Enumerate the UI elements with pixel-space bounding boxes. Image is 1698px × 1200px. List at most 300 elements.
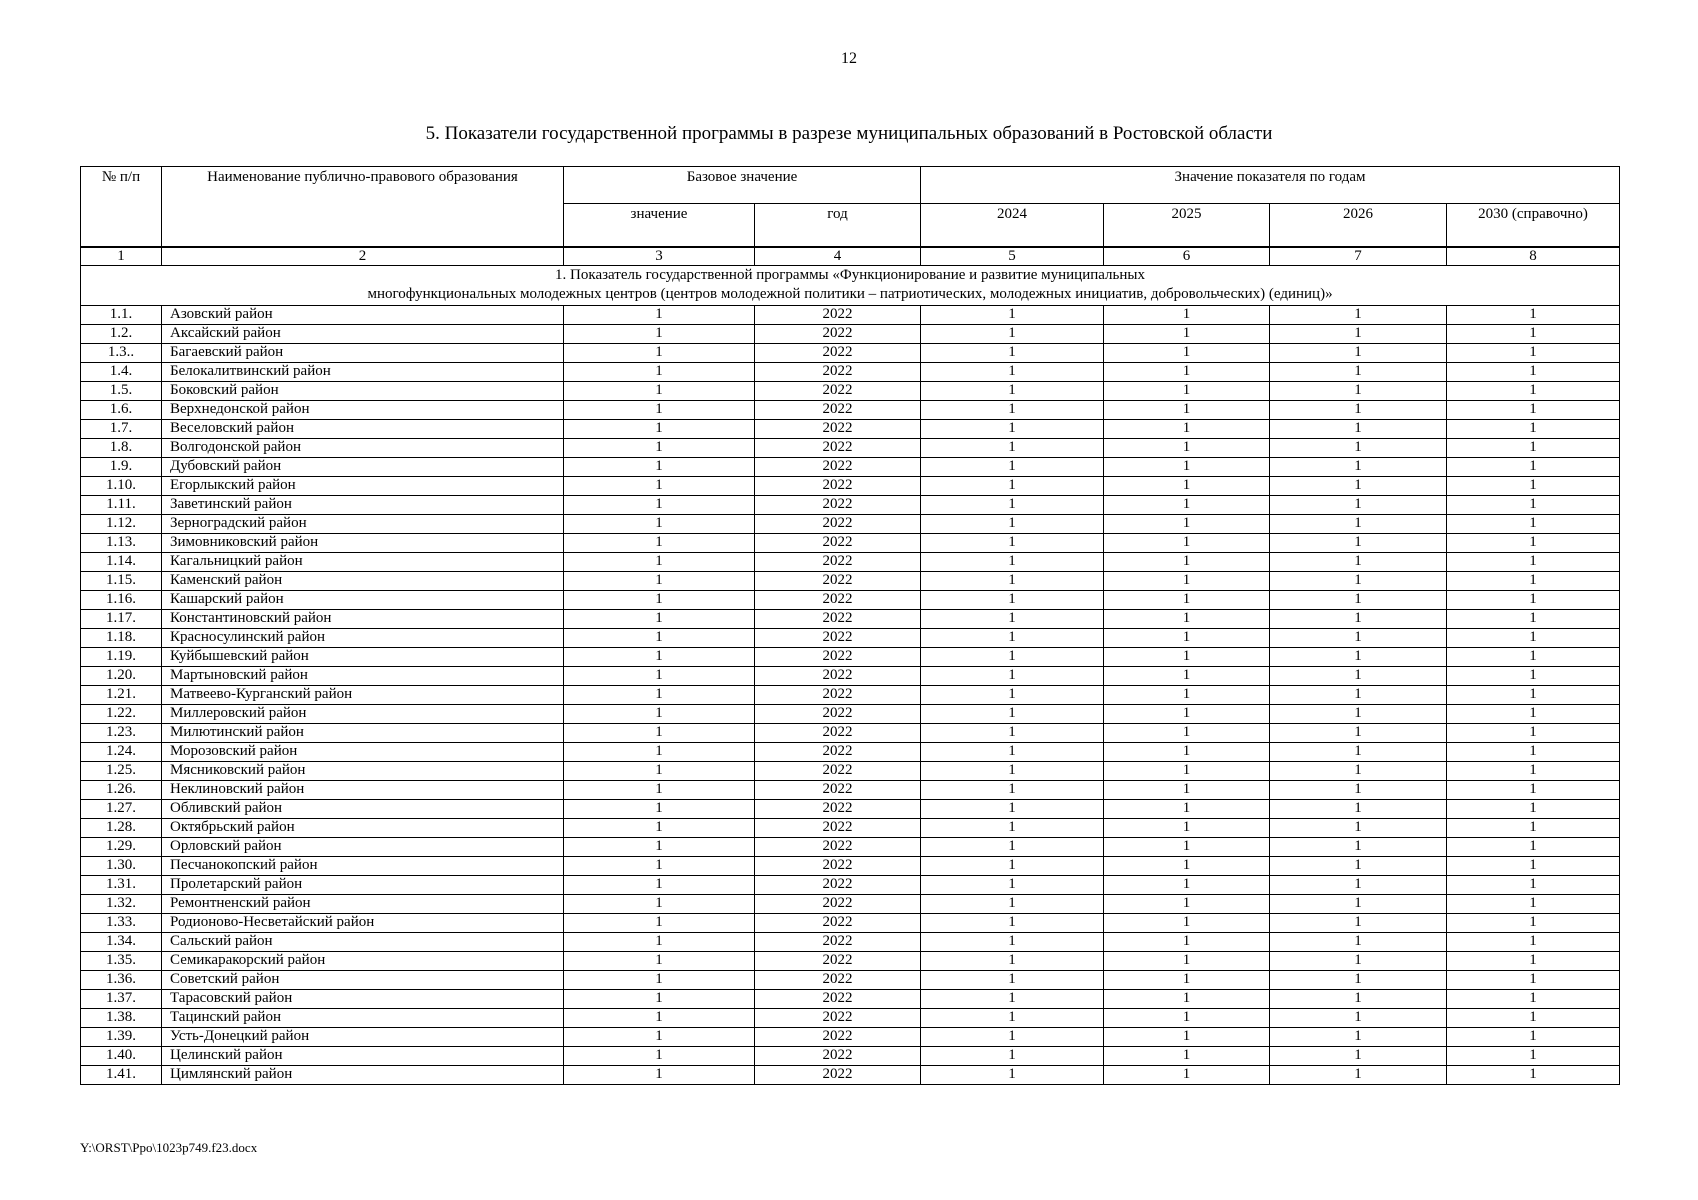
value-2026: 1	[1270, 875, 1447, 894]
value-2026: 1	[1270, 1065, 1447, 1084]
value-2025: 1	[1104, 799, 1270, 818]
value-2030: 1	[1447, 514, 1620, 533]
base-year: 2022	[755, 970, 921, 989]
column-number: 6	[1104, 247, 1270, 266]
table-row	[81, 628, 1620, 647]
table-row	[81, 590, 1620, 609]
base-value: 1	[564, 818, 755, 837]
value-2030: 1	[1447, 552, 1620, 571]
value-2030: 1	[1447, 761, 1620, 780]
value-2025: 1	[1104, 685, 1270, 704]
base-value: 1	[564, 989, 755, 1008]
district-name: Обливский район	[162, 799, 564, 818]
value-2024: 1	[921, 704, 1104, 723]
table-row	[81, 989, 1620, 1008]
base-value: 1	[564, 780, 755, 799]
value-2025: 1	[1104, 343, 1270, 362]
row-number: 1.18.	[81, 628, 162, 647]
value-2026: 1	[1270, 609, 1447, 628]
base-year: 2022	[755, 438, 921, 457]
district-name: Тарасовский район	[162, 989, 564, 1008]
district-name: Куйбышевский район	[162, 647, 564, 666]
value-2026: 1	[1270, 1046, 1447, 1065]
row-number: 1.6.	[81, 400, 162, 419]
value-2024: 1	[921, 723, 1104, 742]
value-2030: 1	[1447, 1008, 1620, 1027]
base-year: 2022	[755, 780, 921, 799]
row-number: 1.21.	[81, 685, 162, 704]
value-2025: 1	[1104, 571, 1270, 590]
row-number: 1.12.	[81, 514, 162, 533]
district-name: Песчанокопский район	[162, 856, 564, 875]
value-2025: 1	[1104, 324, 1270, 343]
value-2030: 1	[1447, 856, 1620, 875]
value-2024: 1	[921, 761, 1104, 780]
base-year: 2022	[755, 932, 921, 951]
base-year: 2022	[755, 894, 921, 913]
base-value: 1	[564, 761, 755, 780]
value-2025: 1	[1104, 837, 1270, 856]
value-2025: 1	[1104, 1027, 1270, 1046]
value-2030: 1	[1447, 951, 1620, 970]
value-2026: 1	[1270, 305, 1447, 324]
district-name: Октябрьский район	[162, 818, 564, 837]
row-number: 1.37.	[81, 989, 162, 1008]
base-year: 2022	[755, 362, 921, 381]
base-year: 2022	[755, 400, 921, 419]
table-row	[81, 457, 1620, 476]
value-2024: 1	[921, 780, 1104, 799]
district-name: Кашарский район	[162, 590, 564, 609]
value-2026: 1	[1270, 704, 1447, 723]
base-year: 2022	[755, 856, 921, 875]
value-2026: 1	[1270, 647, 1447, 666]
row-number: 1.30.	[81, 856, 162, 875]
base-value: 1	[564, 932, 755, 951]
value-2030: 1	[1447, 647, 1620, 666]
value-2025: 1	[1104, 970, 1270, 989]
district-name: Тацинский район	[162, 1008, 564, 1027]
value-2024: 1	[921, 856, 1104, 875]
base-value: 1	[564, 400, 755, 419]
value-2024: 1	[921, 647, 1104, 666]
base-year: 2022	[755, 761, 921, 780]
district-name: Красносулинский район	[162, 628, 564, 647]
base-value: 1	[564, 533, 755, 552]
base-value: 1	[564, 723, 755, 742]
row-number: 1.17.	[81, 609, 162, 628]
base-value: 1	[564, 305, 755, 324]
table-row	[81, 970, 1620, 989]
district-name: Неклиновский район	[162, 780, 564, 799]
district-name: Зерноградский район	[162, 514, 564, 533]
column-number: 3	[564, 247, 755, 266]
value-2030: 1	[1447, 875, 1620, 894]
value-2024: 1	[921, 951, 1104, 970]
district-name: Зимовниковский район	[162, 533, 564, 552]
table-row	[81, 799, 1620, 818]
base-value: 1	[564, 571, 755, 590]
base-year: 2022	[755, 609, 921, 628]
value-2024: 1	[921, 343, 1104, 362]
table-row	[81, 856, 1620, 875]
table-row	[81, 761, 1620, 780]
row-number: 1.10.	[81, 476, 162, 495]
row-number: 1.5.	[81, 381, 162, 400]
district-name: Пролетарский район	[162, 875, 564, 894]
table-row	[81, 571, 1620, 590]
column-number: 2	[162, 247, 564, 266]
base-value: 1	[564, 913, 755, 932]
district-name: Белокалитвинский район	[162, 362, 564, 381]
table-row	[81, 324, 1620, 343]
value-2026: 1	[1270, 590, 1447, 609]
value-2030: 1	[1447, 970, 1620, 989]
base-year: 2022	[755, 628, 921, 647]
base-value: 1	[564, 704, 755, 723]
value-2026: 1	[1270, 837, 1447, 856]
value-2025: 1	[1104, 666, 1270, 685]
base-value: 1	[564, 343, 755, 362]
value-2026: 1	[1270, 685, 1447, 704]
value-2024: 1	[921, 1046, 1104, 1065]
value-2025: 1	[1104, 742, 1270, 761]
row-number: 1.32.	[81, 894, 162, 913]
base-year: 2022	[755, 647, 921, 666]
base-year: 2022	[755, 476, 921, 495]
value-2025: 1	[1104, 590, 1270, 609]
value-2026: 1	[1270, 951, 1447, 970]
value-2024: 1	[921, 799, 1104, 818]
base-value: 1	[564, 381, 755, 400]
value-2025: 1	[1104, 400, 1270, 419]
header-name: Наименование публично-правового образования	[162, 167, 564, 247]
base-value: 1	[564, 609, 755, 628]
value-2030: 1	[1447, 495, 1620, 514]
value-2025: 1	[1104, 457, 1270, 476]
base-year: 2022	[755, 495, 921, 514]
value-2026: 1	[1270, 476, 1447, 495]
row-number: 1.36.	[81, 970, 162, 989]
value-2025: 1	[1104, 362, 1270, 381]
base-value: 1	[564, 875, 755, 894]
page-number: 12	[841, 50, 857, 67]
district-name: Верхнедонской район	[162, 400, 564, 419]
value-2030: 1	[1447, 343, 1620, 362]
value-2024: 1	[921, 457, 1104, 476]
value-2025: 1	[1104, 856, 1270, 875]
value-2024: 1	[921, 970, 1104, 989]
row-number: 1.34.	[81, 932, 162, 951]
row-number: 1.39.	[81, 1027, 162, 1046]
base-value: 1	[564, 552, 755, 571]
value-2030: 1	[1447, 419, 1620, 438]
value-2030: 1	[1447, 381, 1620, 400]
row-number: 1.3..	[81, 343, 162, 362]
table-row	[81, 609, 1620, 628]
value-2026: 1	[1270, 989, 1447, 1008]
district-name: Милютинский район	[162, 723, 564, 742]
base-year: 2022	[755, 514, 921, 533]
value-2025: 1	[1104, 818, 1270, 837]
row-number: 1.8.	[81, 438, 162, 457]
header-years-group: Значение показателя по годам	[921, 167, 1620, 204]
base-value: 1	[564, 666, 755, 685]
base-year: 2022	[755, 1046, 921, 1065]
value-2024: 1	[921, 875, 1104, 894]
value-2026: 1	[1270, 970, 1447, 989]
value-2026: 1	[1270, 666, 1447, 685]
base-value: 1	[564, 894, 755, 913]
value-2030: 1	[1447, 666, 1620, 685]
table-row	[81, 514, 1620, 533]
row-number: 1.7.	[81, 419, 162, 438]
table-row	[81, 533, 1620, 552]
row-number: 1.23.	[81, 723, 162, 742]
base-year: 2022	[755, 913, 921, 932]
value-2024: 1	[921, 894, 1104, 913]
table-row	[81, 894, 1620, 913]
value-2030: 1	[1447, 704, 1620, 723]
district-name: Целинский район	[162, 1046, 564, 1065]
base-year: 2022	[755, 799, 921, 818]
value-2025: 1	[1104, 514, 1270, 533]
base-value: 1	[564, 495, 755, 514]
document-title: 5. Показатели государственной программы в разрезе муниципальных образований в Ростовской области	[425, 123, 1273, 144]
row-number: 1.13.	[81, 533, 162, 552]
value-2025: 1	[1104, 894, 1270, 913]
value-2026: 1	[1270, 533, 1447, 552]
table-row	[81, 875, 1620, 894]
value-2024: 1	[921, 381, 1104, 400]
table-row	[81, 495, 1620, 514]
value-2025: 1	[1104, 704, 1270, 723]
value-2026: 1	[1270, 894, 1447, 913]
base-value: 1	[564, 362, 755, 381]
value-2026: 1	[1270, 1008, 1447, 1027]
base-year: 2022	[755, 457, 921, 476]
value-2026: 1	[1270, 780, 1447, 799]
district-name: Родионово-Несветайский район	[162, 913, 564, 932]
district-name: Егорлыкский район	[162, 476, 564, 495]
value-2030: 1	[1447, 723, 1620, 742]
file-path: Y:\ORST\Ppo\1023p749.f23.docx	[80, 1140, 258, 1155]
base-year: 2022	[755, 742, 921, 761]
district-name: Багаевский район	[162, 343, 564, 362]
header-2024: 2024	[921, 204, 1104, 247]
base-value: 1	[564, 590, 755, 609]
base-year: 2022	[755, 305, 921, 324]
base-year: 2022	[755, 951, 921, 970]
value-2030: 1	[1447, 780, 1620, 799]
row-number: 1.19.	[81, 647, 162, 666]
base-year: 2022	[755, 1008, 921, 1027]
base-value: 1	[564, 438, 755, 457]
value-2030: 1	[1447, 932, 1620, 951]
value-2030: 1	[1447, 1065, 1620, 1084]
value-2024: 1	[921, 1008, 1104, 1027]
value-2030: 1	[1447, 742, 1620, 761]
value-2030: 1	[1447, 837, 1620, 856]
base-value: 1	[564, 685, 755, 704]
value-2030: 1	[1447, 609, 1620, 628]
value-2030: 1	[1447, 571, 1620, 590]
table-row	[81, 400, 1620, 419]
section-title	[81, 265, 1620, 305]
value-2030: 1	[1447, 913, 1620, 932]
indicators-table	[80, 166, 1620, 1085]
value-2024: 1	[921, 571, 1104, 590]
value-2026: 1	[1270, 400, 1447, 419]
base-value: 1	[564, 1008, 755, 1027]
district-name: Сальский район	[162, 932, 564, 951]
row-number: 1.40.	[81, 1046, 162, 1065]
district-name: Веселовский район	[162, 419, 564, 438]
column-number: 8	[1447, 247, 1620, 266]
value-2025: 1	[1104, 533, 1270, 552]
value-2024: 1	[921, 1065, 1104, 1084]
table-row	[81, 381, 1620, 400]
district-name: Матвеево-Курганский район	[162, 685, 564, 704]
row-number: 1.38.	[81, 1008, 162, 1027]
base-value: 1	[564, 951, 755, 970]
base-value: 1	[564, 324, 755, 343]
base-value: 1	[564, 837, 755, 856]
table-row	[81, 419, 1620, 438]
value-2025: 1	[1104, 875, 1270, 894]
header-base-value-group: Базовое значение	[564, 167, 921, 204]
table-row	[81, 951, 1620, 970]
value-2030: 1	[1447, 1046, 1620, 1065]
value-2024: 1	[921, 552, 1104, 571]
value-2026: 1	[1270, 761, 1447, 780]
table-row	[81, 438, 1620, 457]
value-2025: 1	[1104, 552, 1270, 571]
value-2025: 1	[1104, 419, 1270, 438]
district-name: Ремонтненский район	[162, 894, 564, 913]
value-2025: 1	[1104, 723, 1270, 742]
value-2024: 1	[921, 400, 1104, 419]
value-2026: 1	[1270, 628, 1447, 647]
value-2030: 1	[1447, 685, 1620, 704]
value-2024: 1	[921, 989, 1104, 1008]
header-2026: 2026	[1270, 204, 1447, 247]
table-row	[81, 1065, 1620, 1084]
value-2025: 1	[1104, 761, 1270, 780]
row-number: 1.11.	[81, 495, 162, 514]
value-2025: 1	[1104, 932, 1270, 951]
table-row	[81, 343, 1620, 362]
table-row	[81, 1027, 1620, 1046]
row-number: 1.35.	[81, 951, 162, 970]
district-name: Азовский район	[162, 305, 564, 324]
value-2025: 1	[1104, 1008, 1270, 1027]
value-2025: 1	[1104, 989, 1270, 1008]
value-2030: 1	[1447, 799, 1620, 818]
value-2026: 1	[1270, 514, 1447, 533]
table-row	[81, 552, 1620, 571]
base-year: 2022	[755, 666, 921, 685]
value-2024: 1	[921, 609, 1104, 628]
value-2026: 1	[1270, 381, 1447, 400]
value-2026: 1	[1270, 324, 1447, 343]
table-row	[81, 723, 1620, 742]
base-year: 2022	[755, 533, 921, 552]
value-2024: 1	[921, 495, 1104, 514]
row-number: 1.31.	[81, 875, 162, 894]
value-2025: 1	[1104, 780, 1270, 799]
table-row	[81, 780, 1620, 799]
table-row	[81, 1008, 1620, 1027]
value-2026: 1	[1270, 818, 1447, 837]
value-2024: 1	[921, 324, 1104, 343]
base-value: 1	[564, 514, 755, 533]
value-2026: 1	[1270, 438, 1447, 457]
base-year: 2022	[755, 685, 921, 704]
value-2025: 1	[1104, 305, 1270, 324]
value-2026: 1	[1270, 457, 1447, 476]
section-title-line: 1. Показатель государственной программы «Функционирование и развитие муниципальных	[555, 267, 1145, 283]
district-name: Каменский район	[162, 571, 564, 590]
table-row	[81, 1046, 1620, 1065]
row-number: 1.14.	[81, 552, 162, 571]
value-2025: 1	[1104, 628, 1270, 647]
base-value: 1	[564, 742, 755, 761]
value-2024: 1	[921, 305, 1104, 324]
value-2024: 1	[921, 438, 1104, 457]
table-row	[81, 305, 1620, 324]
base-year: 2022	[755, 818, 921, 837]
column-number: 5	[921, 247, 1104, 266]
district-name: Цимлянский район	[162, 1065, 564, 1084]
value-2024: 1	[921, 1027, 1104, 1046]
value-2026: 1	[1270, 932, 1447, 951]
value-2030: 1	[1447, 818, 1620, 837]
value-2026: 1	[1270, 419, 1447, 438]
value-2025: 1	[1104, 438, 1270, 457]
base-value: 1	[564, 799, 755, 818]
district-name: Мартыновский район	[162, 666, 564, 685]
base-year: 2022	[755, 723, 921, 742]
base-year: 2022	[755, 590, 921, 609]
value-2025: 1	[1104, 1065, 1270, 1084]
row-number: 1.24.	[81, 742, 162, 761]
value-2026: 1	[1270, 1027, 1447, 1046]
row-number: 1.9.	[81, 457, 162, 476]
base-value: 1	[564, 1065, 755, 1084]
base-year: 2022	[755, 837, 921, 856]
value-2030: 1	[1447, 894, 1620, 913]
row-number: 1.33.	[81, 913, 162, 932]
value-2026: 1	[1270, 571, 1447, 590]
row-number: 1.41.	[81, 1065, 162, 1084]
value-2030: 1	[1447, 305, 1620, 324]
column-numbers-row	[81, 247, 1620, 266]
value-2030: 1	[1447, 1027, 1620, 1046]
base-year: 2022	[755, 704, 921, 723]
base-year: 2022	[755, 875, 921, 894]
value-2030: 1	[1447, 324, 1620, 343]
header-base-year: год	[755, 204, 921, 247]
district-name: Заветинский район	[162, 495, 564, 514]
column-number: 1	[81, 247, 162, 266]
district-name: Миллеровский район	[162, 704, 564, 723]
district-name: Аксайский район	[162, 324, 564, 343]
value-2030: 1	[1447, 628, 1620, 647]
value-2024: 1	[921, 628, 1104, 647]
district-name: Боковский район	[162, 381, 564, 400]
value-2024: 1	[921, 476, 1104, 495]
